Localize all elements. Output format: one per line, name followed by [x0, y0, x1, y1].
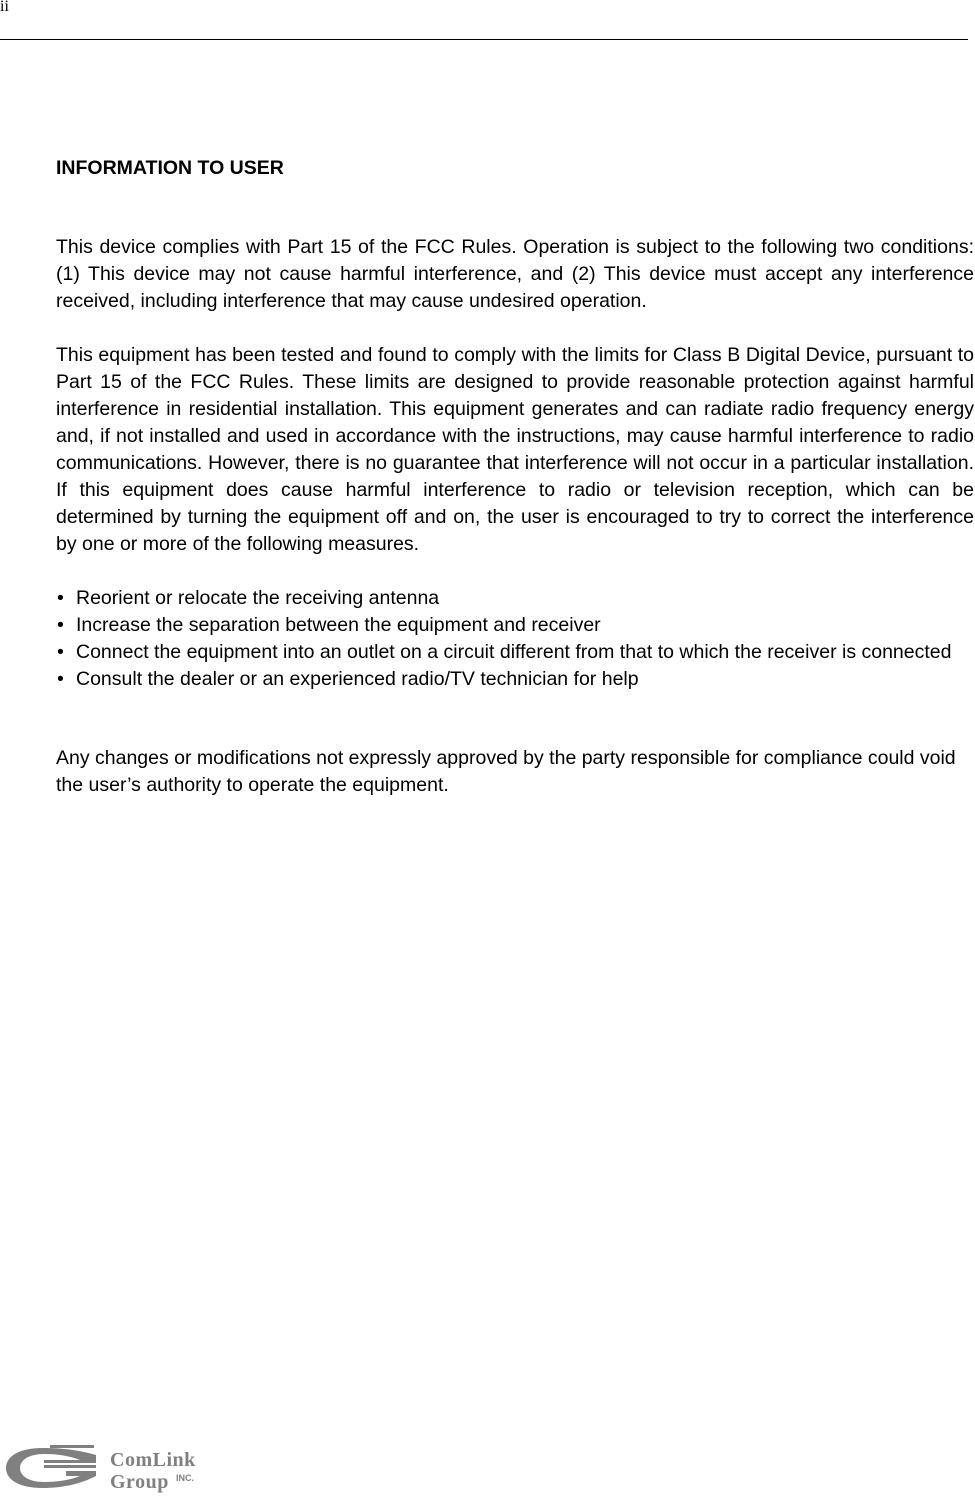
list-item-text: Reorient or relocate the receiving antenna — [76, 587, 440, 609]
page-content — [56, 155, 974, 799]
list-item-text: Connect the equipment into an outlet on a circuit different from that to which the receiver is connected — [76, 641, 952, 663]
modifications-paragraph: Any changes or modifications not expressly approved by the party responsible for compliance could void the user’s authority to operate the equipment. — [56, 747, 956, 796]
page-number: ii — [0, 0, 9, 15]
comlink-logo — [4, 1443, 234, 1493]
list-item-text: Consult the dealer or an experienced radio/TV technician for help — [76, 668, 639, 690]
logo-line2: Group — [110, 1471, 169, 1493]
list-item — [56, 612, 974, 639]
list-item — [56, 585, 974, 612]
bullet-icon: • — [57, 587, 64, 609]
list-item — [56, 639, 974, 666]
logo-mark-icon — [6, 1445, 96, 1488]
bullet-icon: • — [57, 614, 64, 636]
bullet-icon: • — [57, 641, 64, 663]
measures-list — [56, 585, 974, 693]
compliance-paragraph: This device complies with Part 15 of the FCC Rules. Operation is subject to the following two conditions: (1) This device may not cause harmful interference, and (2) This device must accept any interference received, including interference that may cause undesired operation. — [56, 236, 974, 312]
list-item-text: Increase the separation between the equipment and receiver — [76, 614, 601, 636]
logo-suffix: INC. — [176, 1473, 194, 1483]
header-rule — [0, 39, 968, 40]
bullet-icon: • — [57, 668, 64, 690]
list-item — [56, 666, 974, 693]
section-title: INFORMATION TO USER — [56, 157, 284, 179]
class-b-paragraph: This equipment has been tested and found to comply with the limits for Class B Digital Device, pursuant to Part 15 of the FCC Rules. These limits are designed to provide reasonable protection against harmful interference in residential installation. This equipment generates and can radiate radio frequency energy and, if not installed and used in accordance with the instructions, may cause harmful interference to radio communications. However, there is no guarantee that interference will not occur in a particular installation. If this equipment does cause harmful interference to radio or television reception, which can be determined by turning the equipment off and on, the user is encouraged to try to correct the interference by one or more of the following measures. — [56, 344, 974, 555]
logo-line1: ComLink — [110, 1449, 196, 1471]
